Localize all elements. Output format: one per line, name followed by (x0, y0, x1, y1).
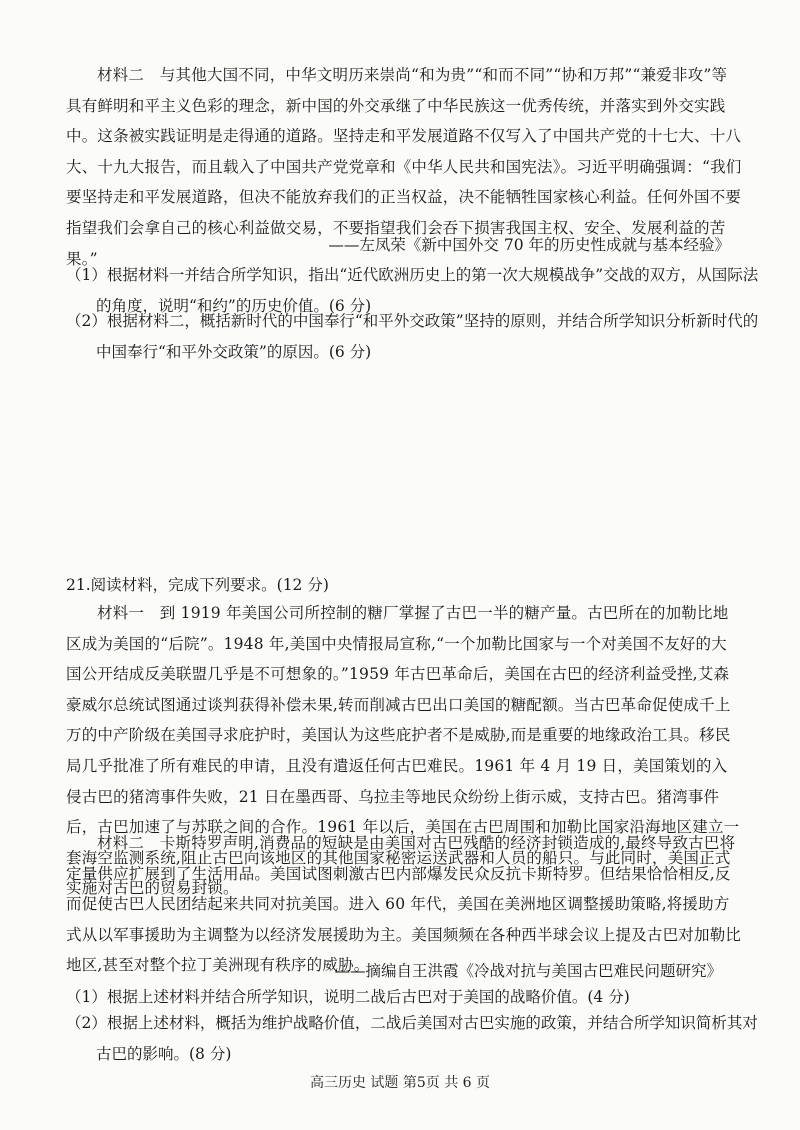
q20-material2: 材料二 与其他大国不同，中华文明历来崇尚“和为贵”“和而不同”“协和万邦”“兼爱非攻”等具有鲜明和平主义色彩的理念，新中国的外交承继了中华民族这一优秀传统，并落实到外交实践中。这条被实践证明是走得通的道路。坚持走和平发展道路不仅写入了中国共产党的十七大、十八大、十九大报告，而且载入了中国共产党党章和《中华人民共和国宪法》。习近平明确强调：“我们要坚持走和平发展道路，但决不能放弃我们的正当权益，决不能牺牲国家核心利益。任何外国不要指望我们会拿自己的核心利益做交易，不要指望我们会吞下损害我国主权、安全、发展利益的苦果。” (66, 66, 742, 268)
q21-material2: 材料二 卡斯特罗声明,消费品的短缺是由美国对古巴残酷的经济封锁造成的,最终导致古巴将定量供应扩展到了生活用品。美国试图刺激古巴内部爆发民众反抗卡斯特罗。但结果恰恰相反,反而促使古巴人民团结起来共同对抗美国。进入 60 年代，美国在美洲地区调整援助策略,将援助方式从以军事援助为主调整为以经济发展援助为主。美国频频在各种西半球会议上提及古巴对加勒比地区,甚至对整个拉丁美洲现有秩序的威胁。 (66, 834, 742, 975)
q21-citation: ——摘编自王洪霞《冷战对抗与美国古巴难民问题研究》 (334, 962, 722, 980)
q21-question2: （2）根据上述材料，概括为维护战略价值，二战后美国对古巴实施的政策，并结合所学知识简析其对古巴的影响。(8 分) (66, 1014, 758, 1063)
q21-heading: 21.阅读材料，完成下列要求。(12 分) (66, 576, 329, 594)
q20-question1: （1）根据材料一并结合所学知识，指出“近代欧洲历史上的第一次大规模战争”交战的双方，从国际法的角度，说明“和约”的历史价值。(6 分) (66, 266, 759, 315)
page-footer: 高三历史 试题 第5页 共 6 页 (309, 1075, 491, 1091)
q21-question1: （1）根据上述材料并结合所学知识，说明二战后古巴对于美国的战略价值。(4 分) (66, 988, 630, 1006)
q20-question2: （2）根据材料二，概括新时代的中国奉行“和平外交政策”坚持的原则，并结合所学知识分析新时代的中国奉行“和平外交政策”的原因。(6 分) (66, 312, 759, 361)
q21-material1: 材料一 到 1919 年美国公司所控制的糖厂掌握了古巴一半的糖产量。古巴所在的加勒比地区成为美国的“后院”。1948 年,美国中央情报局宣称,“一个加勒比国家与一个对美国不友好的大国公开结成反美联盟几乎是不可想象的。”1959 年古巴革命后，美国在古巴的经济利益受挫,艾森豪威尔总统试图通过谈判获得补偿未果,转而削减古巴出口美国的糖配额。当古巴革命促使成千上万的中产阶级在美国寻求庇护时，美国认为这些庇护者不是威胁,而是重要的地缘政治工具。移民局几乎批准了所有难民的申请，且没有遣返任何古巴难民。1961 年 4 月 19 日，美国策划的入侵古巴的猪湾事件失败，21 日在墨西哥、乌拉圭等地民众纷纷上街示威，支持古巴。猪湾事件后，古巴加速了与苏联之间的合作。1961 年以后，美国在古巴周围和加勒比国家沿海地区建立一套海空监测系统,阻止古巴向该地区的其他国家秘密运送武器和人员的船只。与此同时，美国正式实施对古巴的贸易封锁。 (66, 604, 740, 898)
q20-citation: ——左凤荣《新中国外交 70 年的历史性成就与基本经验》 (328, 236, 730, 254)
